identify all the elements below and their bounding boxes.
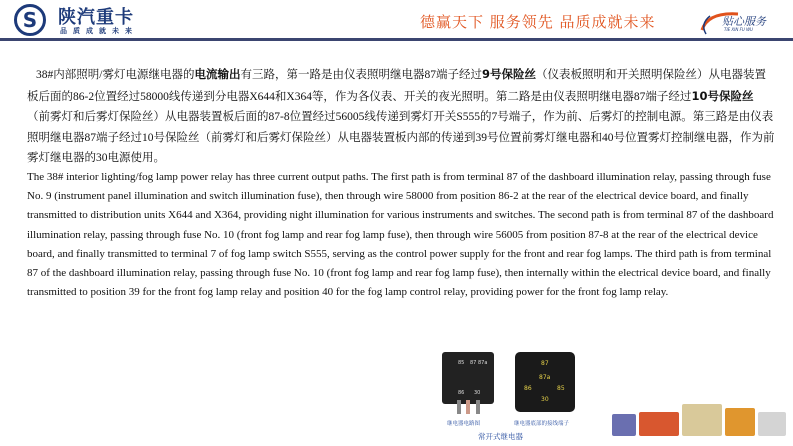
english-paragraph: The 38# interior lighting/fog lamp power relay has three current output paths. The first path is from terminal 87 of the dashboard illumination relay, passing through fuse No. 9 (instrument panel illumination and switch illumination fuse), then through wire 58000 from position 86-2 at the rear of the electrical device board, and finally transmitted to distribution units X644 and X364, providing night illumination for various instruments and switches. The second path is from terminal 87 of the dashboard illumination relay, passing through fuse No. 10 (front fog lamp and rear fog lamp fuse), then through wire 56005 from position 87-8 at the rear of the electrical device board, and finally transmitted to terminal 7 of fog lamp switch S555, serving as the control power supply for the front and rear fog lamps. The third path is from terminal 87 of the dashboard illumination relay, passing through fuse No. 10 (front fog lamp and rear fog lamp fuse), then internally within the electrical device board, and finally transmitted to position 39 for the front fog lamp relay and position 40 for the fog lamp control relay, providing power for the front fog lamp relay. [27, 171, 774, 299]
shaanxi-logo-icon: S [14, 4, 46, 36]
caption-main: 常开式继电器 [478, 432, 523, 441]
brand-name: 陕汽重卡 [58, 7, 134, 28]
truck-icon [725, 408, 755, 436]
relay-pin [476, 400, 480, 414]
pin-label: 87 [470, 360, 477, 366]
truck-icon [682, 404, 722, 436]
header-divider [0, 38, 793, 41]
bold-text: 9号保险丝 [481, 67, 536, 81]
brand-subtitle: 品质成就未来 [60, 27, 138, 35]
relay-pin [457, 400, 461, 414]
relay-wiring-image [442, 352, 494, 404]
truck-icon [612, 414, 636, 436]
pin-label: 30 [474, 390, 481, 396]
relay-pin [466, 400, 470, 414]
pin-label: 87a [539, 374, 551, 381]
text: 38#内部照明/雾灯电源继电器的 [36, 69, 195, 81]
relay-terminals-image [515, 352, 575, 412]
pin-label: 86 [458, 390, 465, 396]
service-logo-text: 贴心服务 [722, 15, 766, 28]
text: 有三路，第一路是由仪表照明继电器87端子经过 [240, 69, 482, 81]
bold-text: 电流输出 [194, 67, 241, 81]
pin-label: 86 [524, 385, 532, 392]
caption-right: 继电器底部的接线端子 [514, 421, 570, 427]
caption-left: 继电器电路图 [447, 421, 481, 427]
trucks-image [612, 402, 787, 436]
chinese-paragraph [27, 64, 775, 169]
truck-icon [758, 412, 786, 436]
text: （前雾灯和后雾灯保险丝）从电器装置板后面的87-8位置经过56005线传递到雾灯开关S555的7号端子，作为前、后雾灯的控制电源。第三路是由仪表照明继电器87端子经过10号保险丝（前雾灯和后雾灯保险丝）从电器装置板内部的传递到39号位置前雾灯继电器和40号位置雾灯控制继电器，作为前雾灯继电器的30电源使用。 [27, 111, 775, 164]
bold-text: 10号保险丝 [691, 88, 754, 103]
truck-icon [639, 412, 679, 436]
header [0, 0, 793, 38]
pin-label: 85 [458, 360, 465, 366]
text: （仪表板照明和开关照明保险丝）从电器装置板后面的86-2位置经过58000线传递到分电器X644和X364等，作为各仪表、开关的夜光照明。第二路是由仪表照明继电器87端子经过 [27, 69, 766, 103]
pin-label: 87a [478, 360, 488, 366]
service-logo-subtext: TIE XIN FU WU [724, 27, 753, 32]
pin-label: 30 [541, 396, 549, 403]
pin-label: 85 [557, 385, 565, 392]
slogan: 德赢天下 服务领先 品质成就未来 [420, 13, 656, 31]
pin-label: 87 [541, 360, 549, 367]
